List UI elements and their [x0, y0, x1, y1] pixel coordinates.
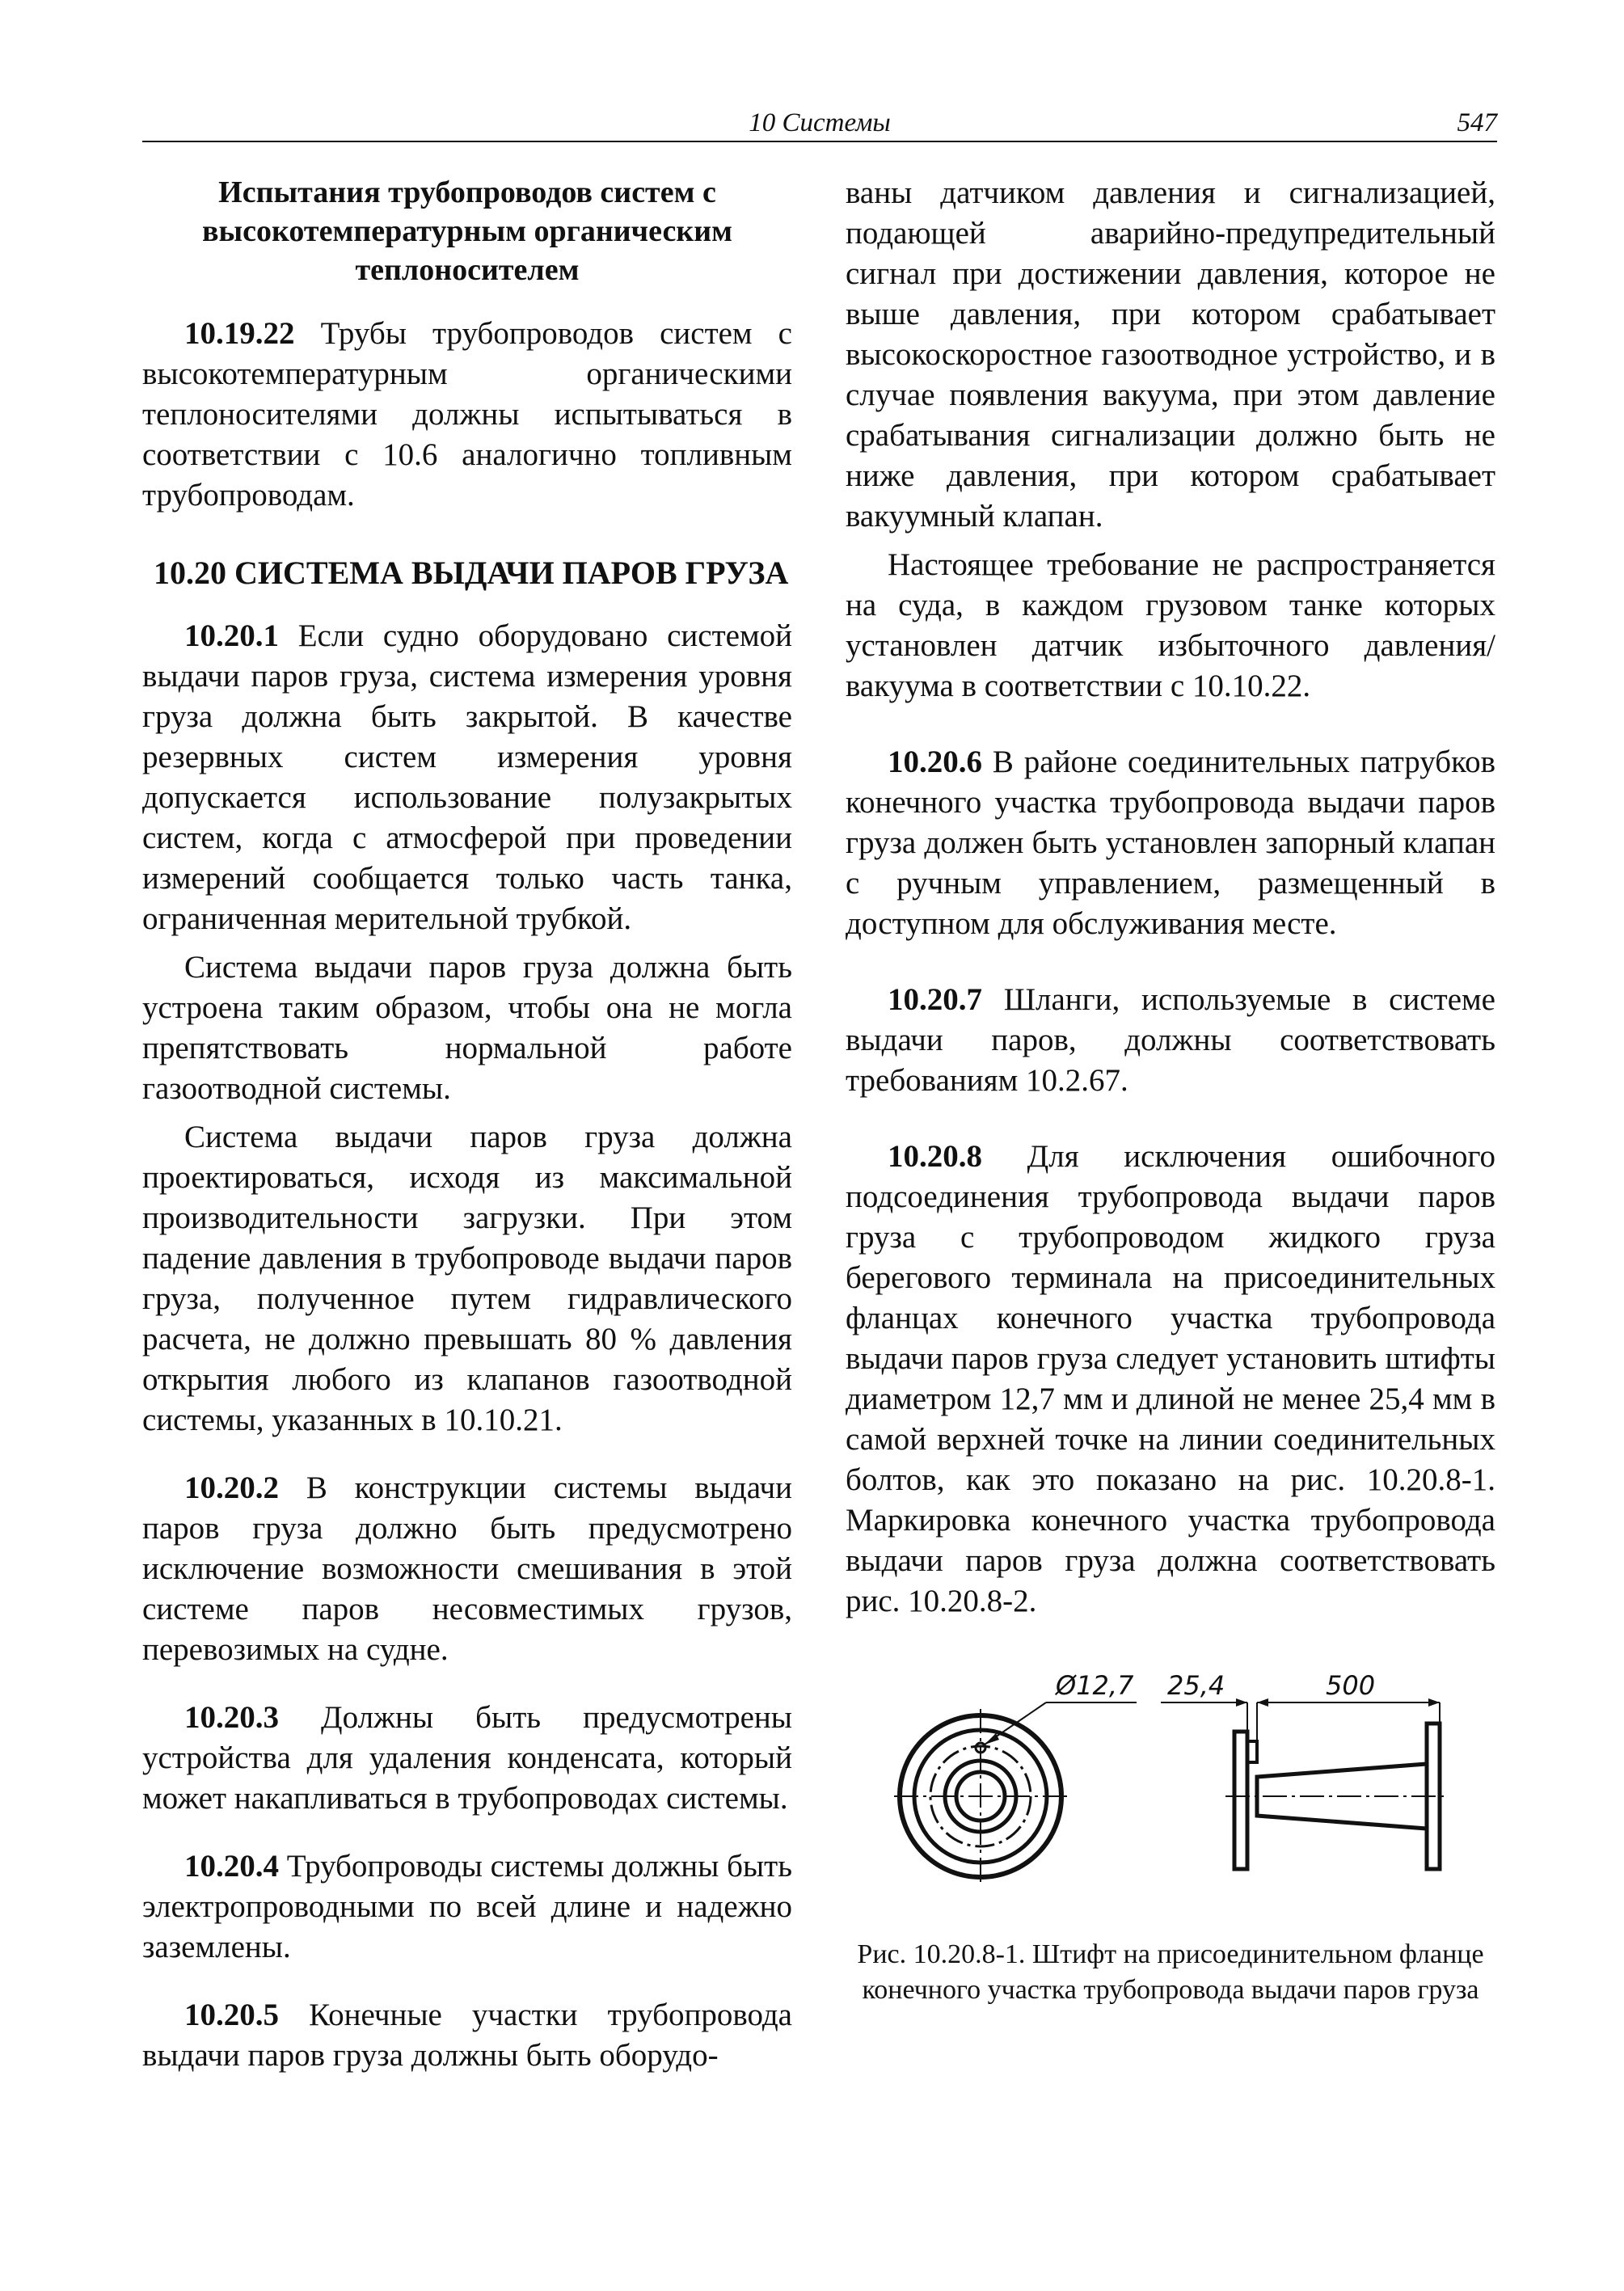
dimension-lines [1161, 1698, 1440, 1741]
paragraph-10-20-1 [142, 616, 792, 939]
clause-number: 10.20.8 [888, 1139, 982, 1174]
paragraph-10-20-7 [846, 980, 1495, 1101]
pin-length-label: 25,4 [1167, 1670, 1225, 1701]
paragraph-10-19-22 [142, 314, 792, 516]
clause-text: Должны быть предусмотрены устройства для удаления конденсата, который может накапливаться в трубопроводах системы. [142, 1700, 792, 1816]
clause-number: 10.20.3 [184, 1700, 279, 1735]
page-number: 547 [1457, 108, 1497, 137]
diameter-label: Ø12,7 [1056, 1670, 1134, 1701]
paragraph-10-20-1-c: Система выдачи паров груза должна проектироваться, исходя из максимальной производительности загрузки. При этом падение давления в трубопроводе выдачи паров груза, полученное путем гидравлического расчета, не должно превышать 80 % давления открытия любого из клапанов газоотводной системы, указанных в 10.10.21. [142, 1120, 792, 1437]
paragraph-10-20-6 [846, 742, 1495, 944]
clause-number: 10.20.1 [184, 618, 279, 653]
running-head [142, 103, 1497, 142]
clause-number: 10.19.22 [184, 316, 295, 351]
figure-caption: Рис. 10.20.8-1. Штифт на присоединительном фланце конечного участка трубопровода выдачи паров груза [857, 1939, 1484, 2005]
clause-text: В конструкции системы выдачи паров груза должно быть предусмотрено исключение возможности смешивания в этой системе паров несовместимых грузов, перевозимых на судне. [142, 1470, 792, 1667]
right-column [846, 173, 1495, 1622]
section-heading: 10.20 СИСТЕМА ВЫДАЧИ ПАРОВ ГРУЗА [154, 555, 789, 591]
clause-number: 10.20.5 [184, 1998, 279, 2032]
length-label: 500 [1326, 1670, 1376, 1701]
left-column [142, 173, 792, 2076]
flange-drawing [846, 1656, 1495, 1930]
clause-text: Для исключения ошибочного подсоединения трубопровода выдачи паров груза с трубопроводом жидкого груза берегового терминала на присоединительных фланцах конечного участка трубопровода выдачи паров груза следует установить штифты диаметром 12,7 мм и длиной не менее 25,4 мм в самой верхней точке на линии соединительных болтов, как это показано на рис. 10.20.8-1. Маркировка конечного участка трубопровода выдачи паров груза должна соответствовать рис. 10.20.8-2. [846, 1139, 1495, 1618]
diameter-leader [985, 1702, 1137, 1745]
figure-flange-pin [846, 1656, 1495, 1930]
paragraph-10-20-5-b: Настоящее требование не распространяется на суда, в каждом грузовом танке которых установлен датчик избыточного давления/вакуума в соответствии с 10.10.22. [846, 547, 1495, 703]
clause-text: Если судно оборудовано системой выдачи паров груза, система измерения уровня груза должна быть закрытой. В качестве резервных систем измерения уровня допускается использование полузакрытых систем, когда с атмосферой при проведении измерений сообщается только часть танка, ограниченная мерительной трубкой. [142, 618, 792, 936]
running-head-section: 10 Системы [749, 108, 891, 137]
flange-front-view [894, 1709, 1068, 1884]
paragraph-10-20-1-b: Система выдачи паров груза должна быть устроена таким образом, чтобы она не могла препятствовать нормальной работе газоотводной системы. [142, 950, 792, 1106]
paragraph-10-20-4 [142, 1846, 792, 1968]
pipe-side-view [1225, 1724, 1444, 1869]
clause-text: Шланги, используемые в системе выдачи паров, должны соответствовать требованиям 10.2.67. [846, 982, 1495, 1098]
clause-text: В районе соединительных патрубков конечного участка трубопровода выдачи паров груза должен быть установлен запорный клапан с ручным управлением, размещенный в доступном для обслуживания месте. [846, 745, 1495, 941]
clause-number: 10.20.4 [184, 1849, 279, 1884]
paragraph-10-20-3 [142, 1698, 792, 1819]
clause-text: Трубы трубопроводов систем с высокотемпературным органическими теплоносителями должны испытываться в соответствии с 10.6 аналогично топливным трубопроводам. [142, 316, 792, 513]
clause-number: 10.20.7 [888, 982, 982, 1017]
paragraph-10-20-8 [846, 1137, 1495, 1622]
clause-text: Трубопроводы системы должны быть электропроводными по всей длине и надежно заземлены. [142, 1849, 793, 1964]
paragraph-10-20-5-continued: ваны датчиком давления и сигнализацией, подающей аварийно-предупредительный сигнал при достижении давления, которое не выше давления, при котором срабатывает высокоскоростное газоотводное устройство, и в случае появления вакуума, при этом давление срабатывания сигнализации должно быть не ниже давления, при котором срабатывает вакуумный клапан. [846, 175, 1495, 534]
paragraph-10-20-5 [142, 1995, 792, 2076]
clause-text: Конечные участки трубопровода выдачи паров груза должны быть оборудо- [142, 1998, 792, 2073]
clause-number: 10.20.2 [184, 1470, 279, 1505]
clause-number: 10.20.6 [888, 745, 982, 779]
subheading: Испытания трубопроводов систем с высокотемпературным органическим теплоносителем [201, 175, 732, 287]
paragraph-10-20-2 [142, 1468, 792, 1670]
